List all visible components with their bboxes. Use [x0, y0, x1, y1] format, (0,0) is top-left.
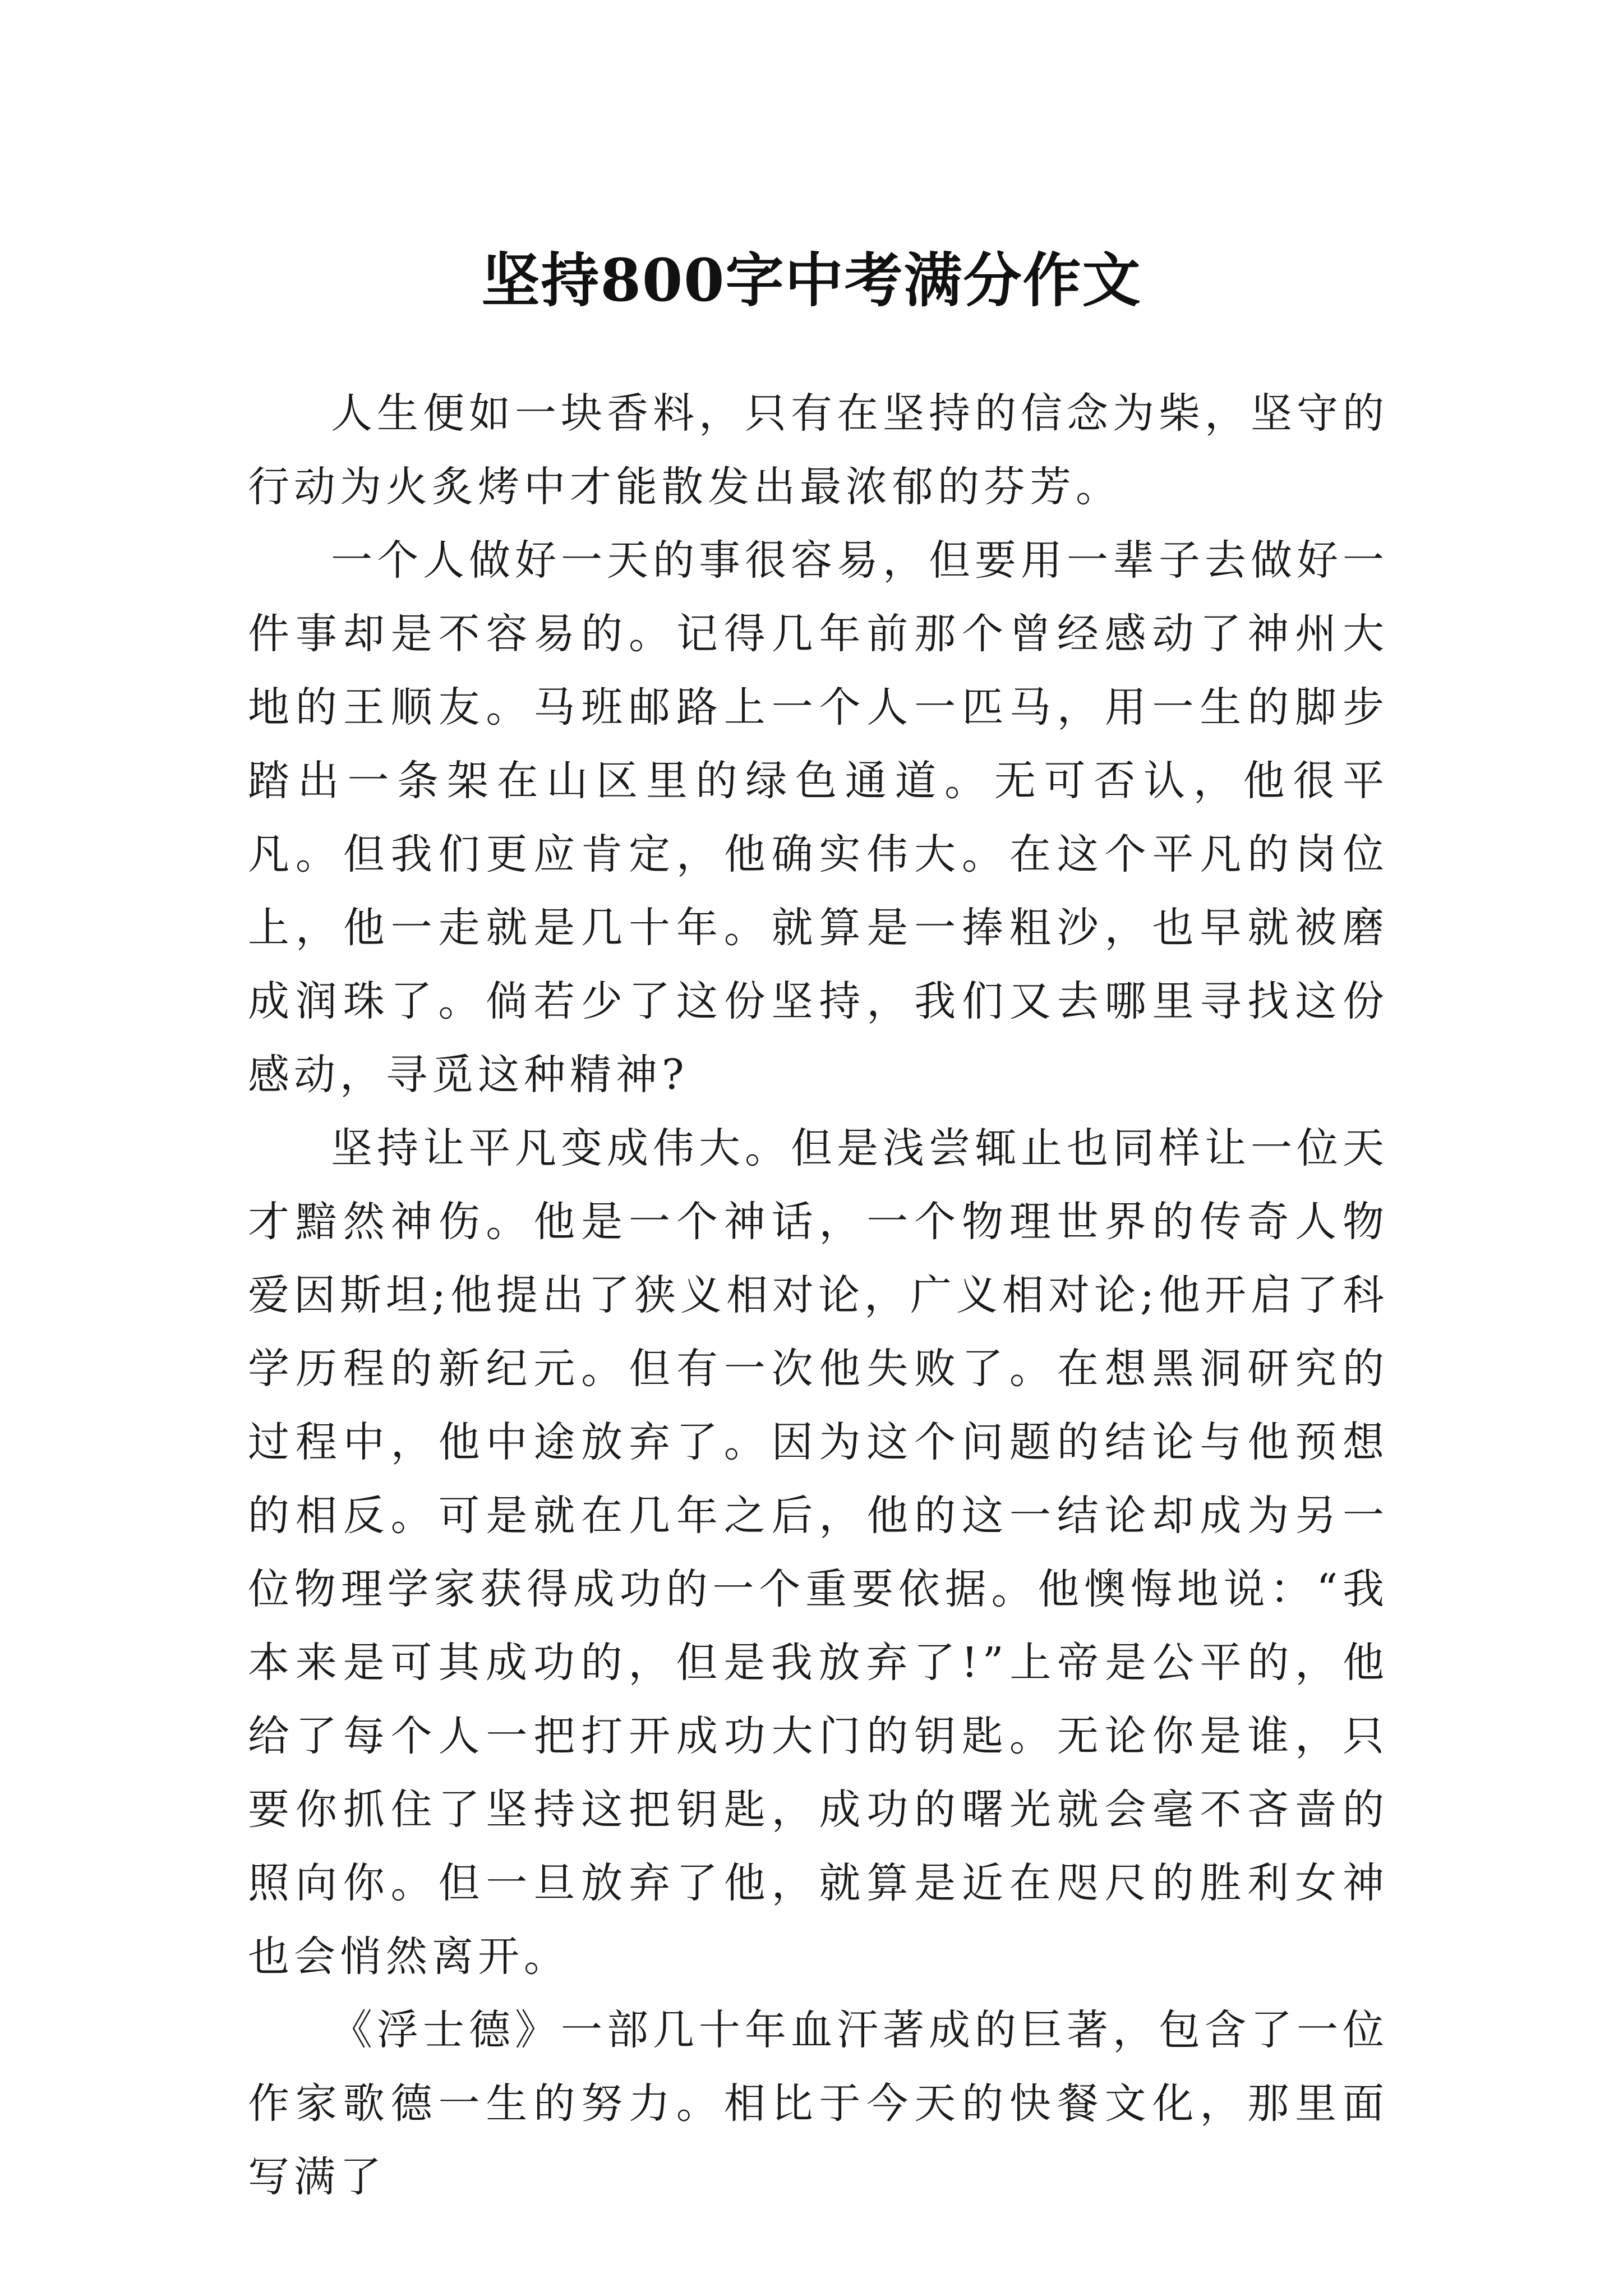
- paragraph: 一个人做好一天的事很容易，但要用一辈子去做好一件事却是不容易的。记得几年前那个曾经感动了神州大地的王顺友。马班邮路上一个人一匹马，用一生的脚步踏出一条架在山区里的绿色通道。无可否认，他很平凡。但我们更应肯定，他确实伟大。在这个平凡的岗位上，他一走就是几十年。就算是一捧粗沙，也早就被磨成润珠了。倘若少了这份坚持，我们又去哪里寻找这份感动，寻觅这种精神?: [248, 536, 1389, 1099]
- paragraph: 坚持让平凡变成伟大。但是浅尝辄止也同样让一位天才黯然神伤。他是一个神话，一个物理世界的传奇人物爱因斯坦;他提出了狭义相对论，广义相对论;他开启了科学历程的新纪元。但有一次他失败了。在想黑洞研究的过程中，他中途放弃了。因为这个问题的结论与他预想的相反。可是就在几年之后，他的这一结论却成为另一位物理学家获得成功的一个重要依据。他懊悔地说：“我本来是可其成功的，但是我放弃了!”上帝是公平的，他给了每个人一把打开成功大门的钥匙。无论你是谁，只要你抓住了坚持这把钥匙，成功的曙光就会毫不吝啬的照向你。但一旦放弃了他，就算是近在咫尺的胜利女神也会悄然离开。: [248, 1124, 1389, 1981]
- document-title: 坚持800字中考满分作文: [481, 245, 1142, 315]
- paragraph: 《浮士德》一部几十年血汗著成的巨著，包含了一位作家歌德一生的努力。相比于今天的快餐文化，那里面写满了: [248, 2006, 1389, 2201]
- paragraph: 人生便如一块香料，只有在坚持的信念为柴，坚守的行动为火炙烤中才能散发出最浓郁的芬芳。: [248, 389, 1389, 511]
- document-body: [248, 377, 1389, 2214]
